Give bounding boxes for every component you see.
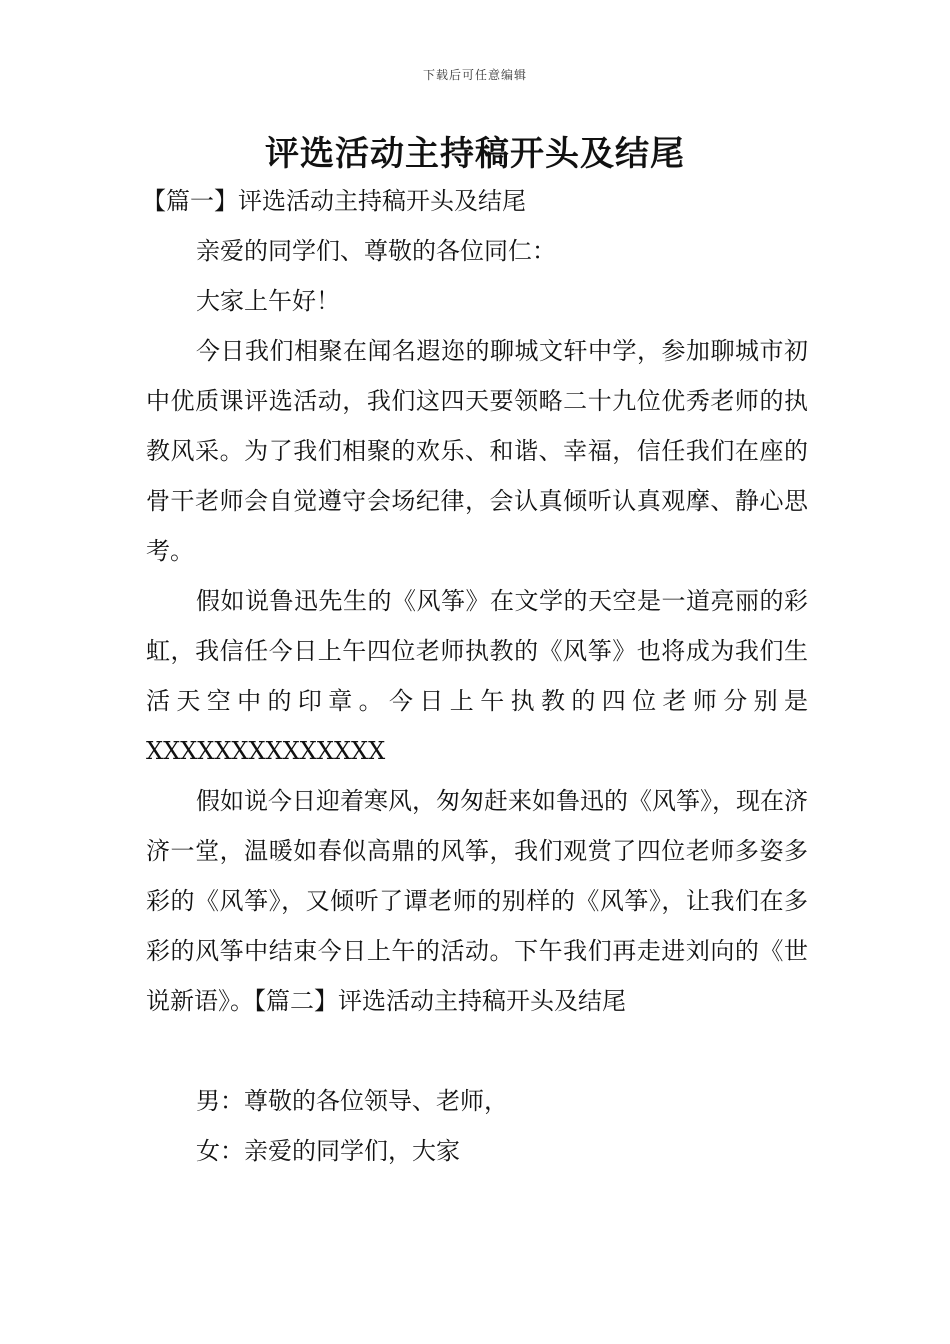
paragraph-closing: 假如说今日迎着寒风，匆匆赶来如鲁迅的《风筝》，现在济济一堂，温暖如春似高鼎的风筝，我们观赏了四位老师多姿多彩的《风筝》，又倾听了谭老师的别样的《风筝》，让我们在多彩的风筝中结束今日上午的活动。下午我们再走进刘向的《世说新语》。【篇二】评选活动主持稿开头及结尾 [146, 787, 808, 1015]
paragraph-good-morning: 大家上午好！ [196, 287, 340, 315]
header-note: 下载后可任意编辑 [422, 68, 527, 82]
paragraph-gap [146, 1026, 808, 1076]
document-title: 评选活动主持稿开头及结尾 [265, 134, 685, 174]
paragraph-male-host: 男：尊敬的各位领导、老师， [196, 1087, 508, 1115]
paragraph-female-host: 女：亲爱的同学们，大家 [196, 1137, 460, 1165]
paragraph-intro: 今日我们相聚在闻名遐迩的聊城文轩中学，参加聊城市初中优质课评选活动，我们这四天要领略二十九位优秀老师的执教风采。为了我们相聚的欢乐、和谐、幸福，信任我们在座的骨干老师会自觉遵守会场纪律，会认真倾听认真观摩、静心思考。 [146, 337, 808, 565]
paragraph-greeting: 亲爱的同学们、尊敬的各位同仁： [196, 237, 556, 265]
document-body [142, 176, 808, 1176]
section-heading-1: 【篇一】评选活动主持稿开头及结尾 [142, 187, 526, 215]
paragraph-kite: 假如说鲁迅先生的《风筝》在文学的天空是一道亮丽的彩虹，我信任今日上午四位老师执教的《风筝》也将成为我们生活天空中的印章。今日上午执教的四位老师分别是XXXXXXXXXXXXXX [146, 587, 808, 765]
